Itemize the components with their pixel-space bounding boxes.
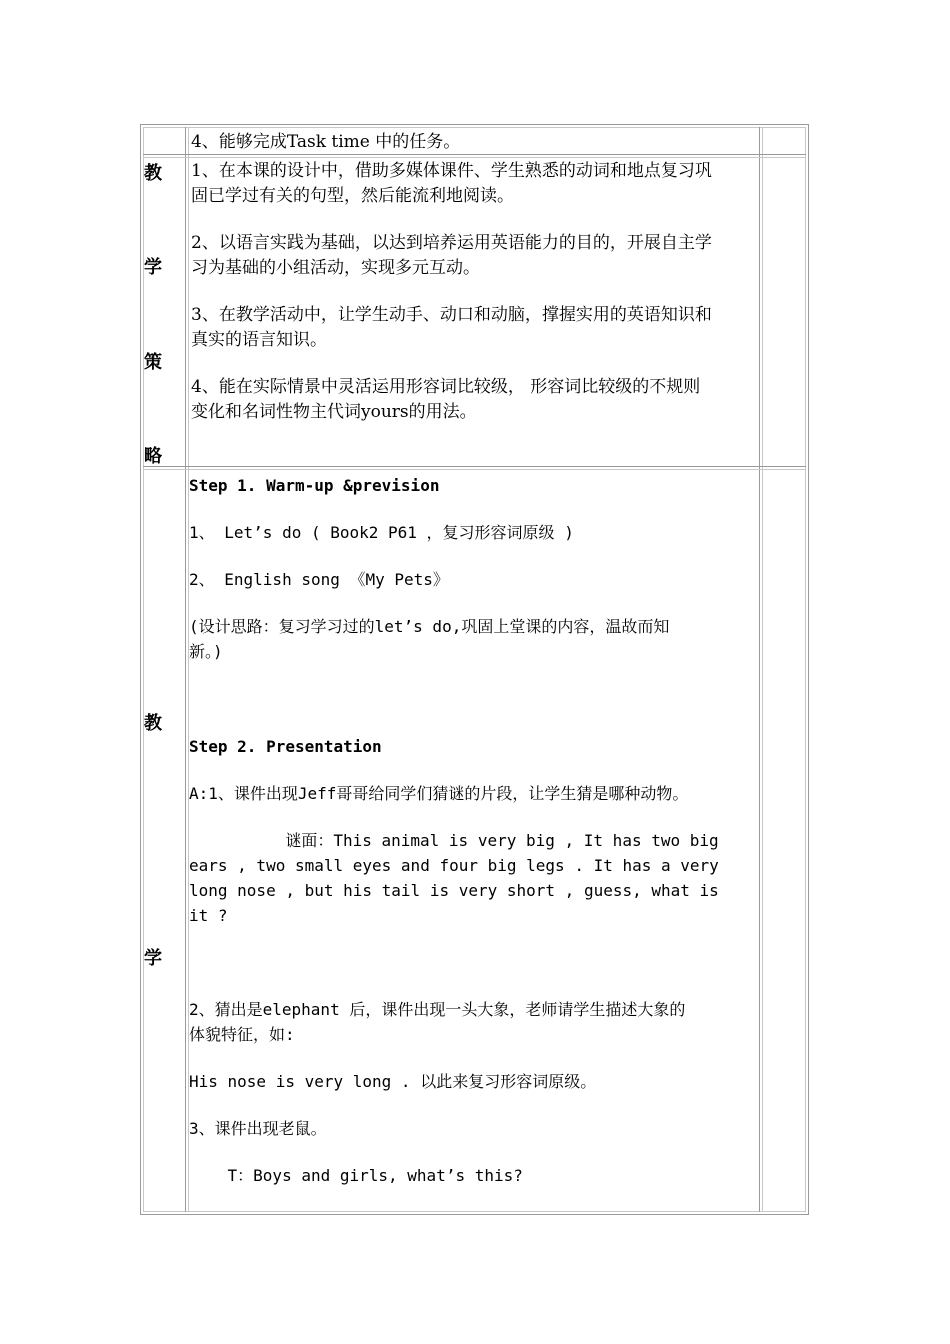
strategy-item-1-line-1: 1、在本课的设计中，借助多媒体课件、学生熟悉的动词和地点复习巩 (191, 161, 712, 181)
strategy-label-char-1: 教 (144, 163, 162, 184)
row-divider-2 (143, 466, 806, 467)
step1-design-note-line-2: 新。) (189, 642, 223, 661)
strategy-item-1-line-2: 固已学过有关的句型，然后能流利地阅读。 (191, 186, 514, 206)
column-divider-left-inner (188, 127, 189, 1212)
column-divider-left (185, 127, 186, 1212)
step2-a2-line-2: 体貌特征，如: (189, 1025, 295, 1044)
column-divider-right (759, 127, 760, 1212)
row-divider-2-inner (143, 469, 806, 470)
step1-design-note-line-1: (设计思路：复习学习过的let’s do,巩固上堂课的内容，温故而知 (189, 617, 670, 636)
table-frame-inner (143, 127, 806, 1212)
step1-item-2: 2、 English song 《My Pets》 (189, 570, 449, 589)
riddle-line-3: long nose , but his tail is very short , guess, what is (189, 881, 719, 900)
step2-a1-text: A:1、课件出现Jeff哥哥给同学们猜谜的片段，让学生猜是哪种动物。 (189, 784, 689, 803)
strategy-label-char-4: 略 (144, 446, 162, 467)
strategy-item-4-line-2: 变化和名词性物主代词yours的用法。 (191, 402, 477, 422)
strategy-item-2-line-1: 2、以语言实践为基础，以达到培养运用英语能力的目的，开展自主学 (191, 233, 712, 253)
step2-title: Step 2. Presentation (189, 737, 382, 756)
riddle-line-4: it ? (189, 906, 228, 925)
strategy-label-char-2: 学 (144, 257, 162, 278)
step2-a2-example: His nose is very long . 以此来复习形容词原级。 (189, 1072, 597, 1091)
strategy-item-3-line-2: 真实的语言知识。 (191, 330, 327, 350)
riddle-line-2: ears , two small eyes and four big legs . It has a very (189, 856, 719, 875)
riddle-line-1: 谜面：This animal is very big , It has two big (189, 831, 719, 850)
step1-title: Step 1. Warm-up &prevision (189, 476, 440, 495)
row-divider-1-inner (143, 157, 806, 158)
step1-item-1: 1、 Let’s do ( Book2 P61 ，复习形容词原级 ) (189, 523, 574, 542)
strategy-item-3-line-1: 3、在教学活动中，让学生动手、动口和动脑，撑握实用的英语知识和 (191, 305, 712, 325)
strategy-label-char-3: 策 (144, 352, 162, 373)
strategy-item-4-line-1: 4、能在实际情景中灵活运用形容词比较级， 形容词比较级的不规则 (191, 377, 701, 397)
step2-a2-line-1: 2、猜出是elephant 后，课件出现一头大象，老师请学生描述大象的 (189, 1000, 686, 1019)
strategy-item-2-line-2: 习为基础的小组活动，实现多元互动。 (191, 258, 480, 278)
step2-a3-text: 3、课件出现老鼠。 (189, 1119, 327, 1138)
process-label-char-2: 学 (144, 948, 162, 969)
dialog-teacher-line: T：Boys and girls, what’s this? (189, 1166, 523, 1185)
objective-4-text: 4、能够完成Task time 中的任务。 (191, 132, 461, 152)
column-divider-right-inner (762, 127, 763, 1212)
process-label-char-1: 教 (144, 713, 162, 734)
